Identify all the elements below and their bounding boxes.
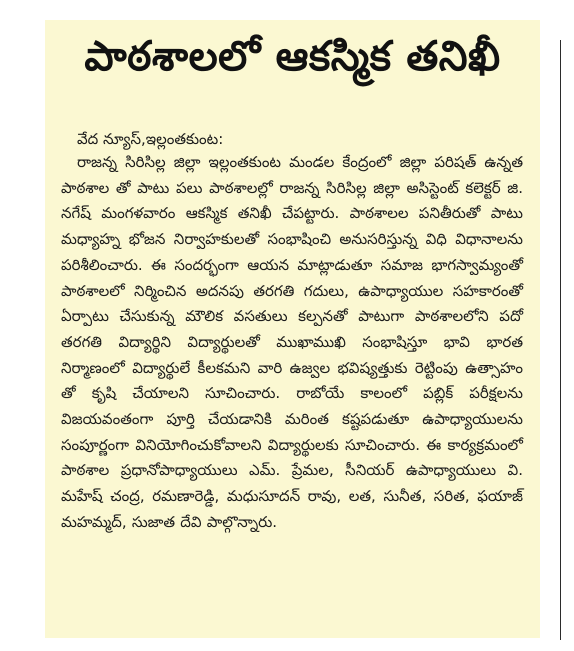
headline: పాఠశాలలో ఆకస్మిక తనిఖీ [84,32,501,80]
news-clipping [45,20,540,638]
column-divider [560,40,561,640]
dateline: వేద న్యూస్,ఇల్లంతకుంట: [77,130,224,148]
article-body: రాజన్న సిరిసిల్ల జిల్లా ఇల్లంతకుంట మండల కేంద్రంలో జిల్లా పరిషత్ ఉన్నత పాఠశాల తో పాటు పలు పాఠశాలల్లో రాజన్న సిరిసిల్ల జిల్లా అసిస్టెంట్ కలెక్టర్ జి. నగేష్ మంగళవారం ఆకస్మిక తనిఖీ చేపట్టారు. పాఠశాలల పనితీరుతో పాటు మధ్యాహ్న భోజన నిర్వాహకులతో సంభాషించి అనుసరిస్తున్న విధి విధానాలను పరిశీలించారు. ఈ సందర్భంగా ఆయన మాట్లాడుతూ సమాజ భాగస్వామ్యంతో పాఠశాలలో నిర్మించిన అదనపు తరగతి గదులు, ఉపాధ్యాయుల సహకారంతో ఏర్పాటు చేసుకున్న మౌలిక వసతులు కల్పనతో పాటుగా పాఠశాలలోని పదో తరగతి విద్యార్థిని విద్యార్థులతో ముఖాముఖి సంభాషిస్తూ భావి భారత నిర్మాణంలో విద్యార్థులే కీలకమని వారి ఉజ్వల భవిష్యత్తుకు రెట్టింపు ఉత్సాహం తో కృషి చేయాలని సూచించారు. రాబోయే కాలంలో పబ్లిక్ పరీక్షలను విజయవంతంగా పూర్తి చేయడానికి మరింత కష్టపడుతూ ఉపాధ్యాయులను సంపూర్ణంగా వినియోగించుకోవాలని విద్యార్థులకు సూచించారు. ఈ కార్యక్రమంలో పాఠశాల ప్రధానోపాధ్యాయులు ఎమ్. ప్రేమల, సీనియర్ ఉపాధ్యాయులు వి. మహేష్ చంద్ర, రమణారెడ్డి, మధుసూదన్ రావు, లత, సునీత, సరిత, ఫయాజ్ మహమ్మద్, సుజాత దేవి పాల్గొన్నారు. [61,153,523,531]
